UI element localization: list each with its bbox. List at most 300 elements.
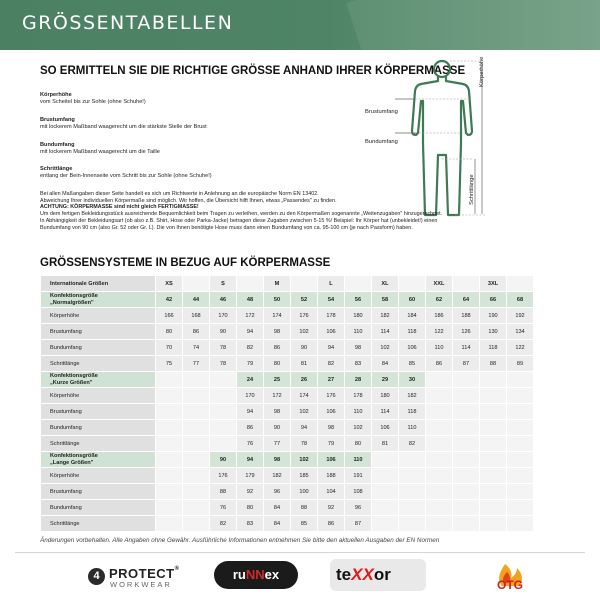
note-line: Um dem fertigen Bekleidungsstück ausreichende Bequemlichkeit beim Tragen zu verleihen, werden zu den Körpermaßen sogenannte „Weitenzugaben" hinzugerechnet. — [40, 211, 443, 218]
value-cell: 102 — [345, 420, 371, 435]
value-cell: 82 — [237, 340, 263, 355]
value-cell: 80 — [345, 436, 371, 451]
value-cell — [507, 420, 533, 435]
value-cell: 106 — [372, 420, 398, 435]
value-cell: 102 — [372, 340, 398, 355]
table-row — [41, 436, 533, 451]
value-cell — [183, 404, 209, 419]
protect-sub: WORKWEAR — [110, 580, 172, 589]
measure-label: Körperhöhe — [41, 468, 155, 483]
value-cell: 191 — [345, 468, 371, 483]
protect-mark: ® — [174, 566, 180, 572]
measure-inseam — [40, 166, 212, 181]
value-cell: 86 — [237, 420, 263, 435]
size-system-heading — [41, 372, 155, 387]
value-cell: 102 — [291, 404, 317, 419]
value-cell: 76 — [210, 500, 236, 515]
note-line: Bei allen Maßangaben dieser Seite handelt es sich um Richtwerte in Anlehnung an die europäische Norm EN 13402. — [40, 191, 319, 197]
size-cell: 27 — [318, 372, 344, 387]
heading-line: Konfektionsgröße — [50, 453, 98, 460]
intl-size-cell: XXL — [426, 276, 452, 291]
value-cell: 80 — [237, 500, 263, 515]
value-cell: 114 — [372, 324, 398, 339]
texxor-part: or — [373, 565, 391, 584]
value-cell — [156, 484, 182, 499]
value-cell: 179 — [237, 468, 263, 483]
value-cell: 88 — [480, 356, 506, 371]
value-cell: 92 — [237, 484, 263, 499]
value-cell: 77 — [264, 436, 290, 451]
value-cell: 92 — [318, 500, 344, 515]
size-cell — [399, 452, 425, 467]
intl-size-cell: M — [264, 276, 290, 291]
value-cell: 114 — [372, 404, 398, 419]
value-cell: 88 — [210, 484, 236, 499]
measure-label: Schrittlänge — [41, 436, 155, 451]
figure-label-height: Körperhöhe — [479, 56, 485, 87]
measure-body-height — [40, 92, 146, 107]
value-cell: 76 — [237, 436, 263, 451]
value-cell: 94 — [237, 324, 263, 339]
value-cell: 70 — [156, 340, 182, 355]
heading-line: Konfektionsgröße — [50, 293, 98, 300]
size-cell — [183, 372, 209, 387]
value-cell: 188 — [318, 468, 344, 483]
size-cell: 64 — [453, 292, 479, 307]
value-cell: 82 — [210, 516, 236, 531]
measure-chest — [40, 117, 207, 132]
value-cell: 114 — [453, 340, 479, 355]
size-cell — [156, 372, 182, 387]
value-cell: 108 — [345, 484, 371, 499]
size-cell — [183, 452, 209, 467]
size-cell: 60 — [399, 292, 425, 307]
value-cell: 106 — [318, 404, 344, 419]
intl-size-cell: S — [210, 276, 236, 291]
value-cell — [210, 388, 236, 403]
value-cell — [507, 404, 533, 419]
logo-divider — [15, 552, 585, 553]
texxor-part: XX — [351, 565, 374, 584]
heading-line: Konfektionsgröße — [50, 373, 98, 380]
value-cell — [507, 388, 533, 403]
brand-logos — [0, 548, 600, 600]
measure-text: mit lockerem Maßband waagerecht um die Taille — [40, 149, 160, 156]
size-cell: 98 — [264, 452, 290, 467]
value-cell: 110 — [426, 340, 452, 355]
note-warning: ACHTUNG: KÖRPERMASSE sind nicht gleich FERTIGMASSE! — [40, 204, 199, 211]
measure-label: Brustumfang — [41, 404, 155, 419]
value-cell — [210, 420, 236, 435]
disclaimer-text: Änderungen vorbehalten. Alle Angaben ohne Gewähr. Ausführliche Informationen entnehmen Sie bitte den aktuellen Ausgaben der EN Normen — [40, 537, 440, 544]
size-cell: 48 — [237, 292, 263, 307]
size-cell: 50 — [264, 292, 290, 307]
value-cell: 168 — [183, 308, 209, 323]
value-cell — [480, 500, 506, 515]
measure-label: Bundumfang — [41, 340, 155, 355]
value-cell: 182 — [399, 388, 425, 403]
value-cell — [426, 388, 452, 403]
value-cell — [426, 484, 452, 499]
size-cell — [156, 452, 182, 467]
value-cell: 84 — [372, 356, 398, 371]
value-cell: 172 — [264, 388, 290, 403]
value-cell: 94 — [291, 420, 317, 435]
table-row — [41, 340, 533, 355]
size-system-heading — [41, 452, 155, 467]
value-cell: 82 — [318, 356, 344, 371]
measure-text: vom Scheitel bis zur Sohle (ohne Schuhe!) — [40, 99, 146, 106]
value-cell — [156, 388, 182, 403]
value-cell: 122 — [507, 340, 533, 355]
value-cell — [507, 516, 533, 531]
value-cell: 85 — [399, 356, 425, 371]
protect-word: PROTECT — [109, 566, 175, 581]
value-cell: 176 — [318, 388, 344, 403]
value-cell: 87 — [453, 356, 479, 371]
value-cell — [399, 500, 425, 515]
value-cell — [372, 500, 398, 515]
value-cell: 190 — [480, 308, 506, 323]
size-cell: 68 — [507, 292, 533, 307]
value-cell: 79 — [237, 356, 263, 371]
value-cell: 98 — [345, 340, 371, 355]
value-cell: 110 — [345, 404, 371, 419]
value-cell: 98 — [264, 404, 290, 419]
value-cell — [480, 404, 506, 419]
size-cell: 29 — [372, 372, 398, 387]
value-cell — [480, 484, 506, 499]
value-cell — [372, 516, 398, 531]
table-row — [41, 388, 533, 403]
size-cell: 52 — [291, 292, 317, 307]
size-cell — [426, 452, 452, 467]
value-cell: 170 — [210, 308, 236, 323]
intl-size-cell: XL — [372, 276, 398, 291]
measure-text: mit lockerem Maßband waagerecht um die stärkste Stelle der Brust — [40, 124, 207, 131]
value-cell — [453, 436, 479, 451]
value-cell — [399, 484, 425, 499]
measure-label: Bundumfang — [41, 500, 155, 515]
value-cell: 86 — [426, 356, 452, 371]
heading-line: „Kurze Größen" — [50, 379, 93, 386]
value-cell: 110 — [345, 324, 371, 339]
measure-label: Brustumfang — [41, 324, 155, 339]
value-cell — [156, 468, 182, 483]
value-cell — [426, 516, 452, 531]
measure-title: Schrittlänge — [40, 166, 73, 172]
banner-highlight — [346, 0, 600, 50]
value-cell — [183, 500, 209, 515]
texxor-part: te — [336, 565, 352, 584]
table-row — [41, 500, 533, 515]
size-cell: 62 — [426, 292, 452, 307]
value-cell: 184 — [399, 308, 425, 323]
value-cell — [480, 468, 506, 483]
value-cell: 80 — [264, 356, 290, 371]
table-row — [41, 468, 533, 483]
value-cell — [183, 436, 209, 451]
value-cell: 176 — [291, 308, 317, 323]
value-cell — [507, 468, 533, 483]
size-cell — [426, 372, 452, 387]
value-cell: 81 — [372, 436, 398, 451]
value-cell: 96 — [345, 500, 371, 515]
value-cell: 86 — [318, 516, 344, 531]
value-cell — [399, 516, 425, 531]
value-cell: 122 — [426, 324, 452, 339]
table-title: GRÖSSENSYSTEME IN BEZUG AUF KÖRPERMASSE — [40, 257, 331, 269]
table-row — [41, 404, 533, 419]
value-cell — [372, 484, 398, 499]
header-banner — [0, 0, 600, 50]
value-cell — [453, 516, 479, 531]
size-cell: 110 — [345, 452, 371, 467]
value-cell: 174 — [291, 388, 317, 403]
value-cell: 84 — [264, 500, 290, 515]
value-cell: 185 — [291, 468, 317, 483]
value-cell — [156, 500, 182, 515]
value-cell: 104 — [318, 484, 344, 499]
size-table-wrapper — [40, 275, 530, 533]
value-cell: 126 — [453, 324, 479, 339]
measure-label: Körperhöhe — [41, 388, 155, 403]
intl-size-cell — [399, 276, 425, 291]
value-cell — [210, 436, 236, 451]
intl-size-cell — [237, 276, 263, 291]
value-cell: 88 — [291, 500, 317, 515]
size-cell — [453, 452, 479, 467]
table-row — [41, 516, 533, 531]
value-cell: 192 — [507, 308, 533, 323]
heading-line: „Lange Größen" — [50, 459, 94, 466]
value-cell — [426, 468, 452, 483]
value-cell — [507, 500, 533, 515]
value-cell: 106 — [399, 340, 425, 355]
value-cell — [480, 516, 506, 531]
size-cell: 90 — [210, 452, 236, 467]
value-cell: 118 — [480, 340, 506, 355]
runnex-part: ex — [264, 567, 280, 582]
protect-logo-icon: 4 — [88, 568, 105, 585]
measure-title: Bundumfang — [40, 142, 75, 148]
value-cell — [156, 516, 182, 531]
size-cell: 46 — [210, 292, 236, 307]
size-cell: 56 — [345, 292, 371, 307]
note-line: Bundumfang von 90 cm (also Gr. 52 oder Gr. L). Die von Ihnen benötigte Hose muss dann einen Bundumfang von ca. 95-100 cm (je nach Passform) haben. — [40, 224, 413, 231]
value-cell — [372, 468, 398, 483]
value-cell: 78 — [291, 436, 317, 451]
value-cell: 182 — [264, 468, 290, 483]
size-cell — [453, 372, 479, 387]
value-cell: 78 — [210, 340, 236, 355]
value-cell: 80 — [156, 324, 182, 339]
table-row — [41, 292, 533, 307]
measure-label: Schrittlänge — [41, 356, 155, 371]
value-cell: 86 — [264, 340, 290, 355]
protect-name — [109, 566, 180, 581]
size-cell: 102 — [291, 452, 317, 467]
value-cell: 75 — [156, 356, 182, 371]
value-cell — [453, 484, 479, 499]
size-cell: 24 — [237, 372, 263, 387]
value-cell: 118 — [399, 324, 425, 339]
size-table — [40, 275, 534, 532]
value-cell: 134 — [507, 324, 533, 339]
table-row — [41, 276, 533, 291]
value-cell: 96 — [264, 484, 290, 499]
value-cell: 84 — [264, 516, 290, 531]
size-cell: 42 — [156, 292, 182, 307]
size-cell — [507, 452, 533, 467]
value-cell: 118 — [399, 404, 425, 419]
size-cell: 106 — [318, 452, 344, 467]
value-cell: 94 — [318, 340, 344, 355]
figure-label-inseam: Schrittlänge — [469, 174, 475, 205]
texxor-word — [336, 565, 391, 585]
table-row — [41, 484, 533, 499]
value-cell — [426, 436, 452, 451]
size-cell — [480, 372, 506, 387]
size-cell — [372, 452, 398, 467]
intl-size-cell: L — [318, 276, 344, 291]
runnex-part: NN — [245, 567, 265, 582]
measure-label: Körperhöhe — [41, 308, 155, 323]
value-cell: 94 — [237, 404, 263, 419]
value-cell: 100 — [291, 484, 317, 499]
runnex-part: ru — [232, 567, 246, 582]
value-cell — [480, 436, 506, 451]
measure-label: Schrittlänge — [41, 516, 155, 531]
size-cell: 30 — [399, 372, 425, 387]
measure-text: entlang der Bein-Innenseite vom Schritt bis zur Sohle (ohne Schuhe!) — [40, 173, 212, 180]
value-cell — [507, 484, 533, 499]
table-row — [41, 324, 533, 339]
otg-logo — [487, 560, 537, 594]
size-cell: 66 — [480, 292, 506, 307]
size-cell: 44 — [183, 292, 209, 307]
value-cell: 89 — [507, 356, 533, 371]
value-cell: 79 — [318, 436, 344, 451]
measure-title: Brustumfang — [40, 117, 75, 123]
size-cell: 25 — [264, 372, 290, 387]
value-cell — [480, 388, 506, 403]
value-cell: 110 — [399, 420, 425, 435]
intl-size-cell — [183, 276, 209, 291]
size-cell: 28 — [345, 372, 371, 387]
size-system-heading — [41, 292, 155, 307]
table-row — [41, 356, 533, 371]
value-cell — [183, 388, 209, 403]
value-cell: 90 — [210, 324, 236, 339]
value-cell — [399, 468, 425, 483]
value-cell: 170 — [237, 388, 263, 403]
value-cell: 186 — [426, 308, 452, 323]
size-cell: 58 — [372, 292, 398, 307]
figure-label-waist: Bundumfang — [365, 139, 398, 145]
value-cell — [183, 516, 209, 531]
table-row — [41, 372, 533, 387]
figure-label-chest: Brustumfang — [365, 109, 398, 115]
table-row — [41, 420, 533, 435]
value-cell: 90 — [264, 420, 290, 435]
value-cell: 180 — [372, 388, 398, 403]
value-cell: 178 — [318, 308, 344, 323]
value-cell: 174 — [264, 308, 290, 323]
value-cell — [156, 436, 182, 451]
intl-size-cell: XS — [156, 276, 182, 291]
intl-size-cell — [453, 276, 479, 291]
value-cell: 77 — [183, 356, 209, 371]
value-cell: 87 — [345, 516, 371, 531]
value-cell: 176 — [210, 468, 236, 483]
value-cell: 182 — [372, 308, 398, 323]
heading-line: „Normalgrößen" — [50, 299, 94, 306]
section-headline: SO ERMITTELN SIE DIE RICHTIGE GRÖSSE ANHAND IHRER KÖRPERMASSE — [40, 65, 466, 77]
measure-label: Brustumfang — [41, 484, 155, 499]
value-cell — [453, 468, 479, 483]
value-cell: 85 — [291, 516, 317, 531]
value-cell — [453, 420, 479, 435]
value-cell: 106 — [318, 324, 344, 339]
value-cell: 166 — [156, 308, 182, 323]
intl-size-cell — [345, 276, 371, 291]
value-cell — [426, 420, 452, 435]
measure-label: Bundumfang — [41, 420, 155, 435]
value-cell — [480, 420, 506, 435]
value-cell — [453, 388, 479, 403]
value-cell: 90 — [291, 340, 317, 355]
runnex-logo — [214, 561, 298, 589]
note-line: Abweichung Ihrer individuellen Körpermaße sind möglich. Wir hoffen, die Übersicht hilft Ihnen, etwas „Passendes" zu finden. — [40, 197, 337, 204]
size-cell: 26 — [291, 372, 317, 387]
value-cell — [210, 404, 236, 419]
value-cell: 86 — [183, 324, 209, 339]
intl-size-cell — [507, 276, 533, 291]
value-cell — [426, 500, 452, 515]
table-row — [41, 452, 533, 467]
value-cell: 172 — [237, 308, 263, 323]
table-row — [41, 308, 533, 323]
otg-name: OTG — [497, 578, 523, 592]
intl-size-cell: 3XL — [480, 276, 506, 291]
page-title: GRÖSSENTABELLEN — [22, 12, 234, 34]
size-cell — [480, 452, 506, 467]
texxor-logo — [330, 559, 426, 591]
value-cell — [453, 404, 479, 419]
size-cell: 94 — [237, 452, 263, 467]
value-cell: 74 — [183, 340, 209, 355]
value-cell — [183, 484, 209, 499]
value-cell: 78 — [210, 356, 236, 371]
value-cell: 130 — [480, 324, 506, 339]
value-cell: 83 — [237, 516, 263, 531]
value-cell: 81 — [291, 356, 317, 371]
value-cell — [183, 420, 209, 435]
size-cell: 54 — [318, 292, 344, 307]
intl-size-cell — [291, 276, 317, 291]
value-cell: 102 — [291, 324, 317, 339]
note-line: In Abhängigkeit der Bekleidungsart (ob also z.B. Shirt, Hose oder Parka-Jacke) betragen diese Zugaben zwischen 5-15 %! Beispiel: Ihr Körper hat (unbekleidet!) einen — [40, 217, 438, 224]
measure-waist — [40, 142, 160, 157]
value-cell — [183, 468, 209, 483]
value-cell — [453, 500, 479, 515]
value-cell — [156, 420, 182, 435]
value-cell — [507, 436, 533, 451]
value-cell: 82 — [399, 436, 425, 451]
intl-size-label: Internationale Größen — [41, 276, 155, 291]
measure-title: Körperhöhe — [40, 92, 72, 98]
